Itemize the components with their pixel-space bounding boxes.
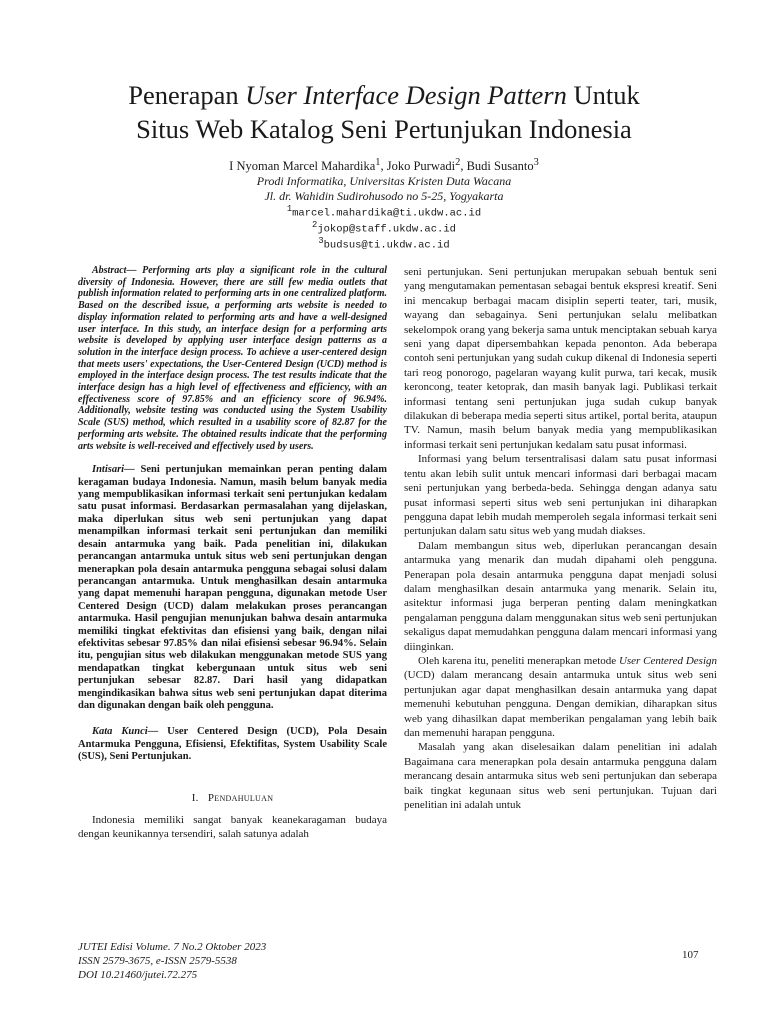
title-italic: User Interface Design Pattern (245, 79, 567, 110)
keywords-text: — User Centered Design (UCD), Pola Desain Antarmuka Pengguna, Efisiensi, Efektifitas, System Usability Scale (SUS), Seni Pertunjukan. (78, 726, 387, 763)
email-1-text[interactable]: marcel.mahardika@ti.ukdw.ac.id (292, 207, 482, 220)
footer-line-2: ISSN 2579-3675, e-ISSN 2579-5538 (78, 955, 237, 968)
affiliation-2: Jl. dr. Wahidin Sudirohusodo no 5-25, Yogyakarta (264, 189, 504, 204)
section-title: Pendahuluan (207, 791, 274, 804)
title-pre: Penerapan (128, 79, 246, 110)
p4-italic: User Centered Design (618, 654, 718, 667)
intisari-label: Intisari (92, 464, 125, 476)
author-2-sup: 2 (455, 157, 461, 168)
email-2 (0, 220, 768, 236)
author-3: , Budi Susanto (460, 159, 534, 174)
keywords (78, 726, 387, 763)
p4-pre: Oleh karena itu, peneliti menerapkan metode (418, 654, 619, 667)
abstract (78, 265, 387, 452)
footer-line-1: JUTEI Edisi Volume. 7 No.2 Oktober 2023 (78, 941, 267, 953)
author-1-sup: 1 (375, 157, 381, 168)
journal-footer (78, 940, 266, 983)
intro-paragraph-1: Indonesia memiliki sangat banyak keanekaragaman budaya dengan keunikannya tersendiri, salah satunya adalah (78, 813, 387, 840)
author-2: , Joko Purwadi (380, 159, 456, 174)
email-3-sup: 3 (318, 236, 324, 247)
right-paragraph-1: seni pertunjukan. Seni pertunjukan merupakan sebuah bentuk seni yang mengutamakan pementasan sebagai bentuk ekspresi kreatif. Seni ini mencakup berbagai macam disiplin seperti teater, tari, musik, wayang dan sebagainya. Seni pertunjukan selalu melibatkan sekelompok orang yang bekerja sama untuk menciptakan sebuah karya seni yang dapat dipersembahkan kepada penonton. Ada beberapa contoh seni pertunjukan yang sudah cukup dikenal di Indonesia seperti tari reog ponorogo, pagelaran wayang kulit purwa, tari kecak, musik keroncong, teater ketoprak, dan masih banyak lagi. Publikasi terkait informasi tentang seni pertunjukan juga sudah cukup banyak dilakukan di beberapa media seperti situs artikel, portal berita, ataupun TV. Namun, masih belum banyak media yang mempublikasikan informasi terkait seni pertunjukan kedalam satu pusat informasi. (404, 266, 717, 451)
email-2-text[interactable]: jokop@staff.ukdw.ac.id (317, 223, 456, 236)
page-number: 107 (682, 949, 699, 961)
paper-title (40, 78, 728, 146)
intisari (78, 464, 387, 712)
author-1: I Nyoman Marcel Mahardika (229, 159, 376, 174)
author-3-sup: 3 (533, 157, 539, 168)
title-post: Untuk (566, 79, 640, 110)
keywords-label: Kata Kunci (92, 726, 148, 738)
right-paragraph-5: Masalah yang akan diselesaikan dalam penelitian ini adalah Bagaimana cara menerapkan pola desain antarmuka pengguna dalam merancang desain antarmuka situs web seni pertunjukan dan seberapa baik tingkat kegunaan situs web seni pertunjukan. Tujuan dari penelitian ini adalah untuk (404, 741, 717, 812)
abstract-text: — Performing arts play a significant role in the cultural diversity of Indonesia. However, there are still few media outlets that publish information related to performing arts in one centralized platform. Based on the described issue, a performing arts website is needed to display information related to performing arts and have a well-designed user interface. In this study, an interface design for a performing arts website is developed by applying user interface design patterns as a solution in the interface design process. To achieve a user-centered design that meets users' expectations, the User-Centered Design (UCD) method is employed in the interface design process. The test results indicate that the interface design has a high level of effectiveness and efficiency, with an effectiveness score of 97.85% and an efficiency score of 96.94%. Additionally, website testing was conducted using the System Usability Scale (SUS) method, which resulted in a usability score of 82.87 for the performing arts website. The obtained results indicate that the performing arts website is well-received and effectively used by users. (78, 265, 387, 452)
email-3 (0, 236, 768, 252)
footer-line-3: DOI 10.21460/jutei.72.275 (78, 969, 198, 982)
left-column (78, 265, 387, 841)
section-heading (78, 792, 387, 806)
title-line-2: Situs Web Katalog Seni Pertunjukan Indonesia (136, 113, 632, 144)
author-block (0, 155, 768, 252)
right-paragraph-2: Informasi yang belum tersentralisasi dalam satu pusat informasi tentu akan lebih sulit untuk mencari informasi dari berbagai macam seni pertunjukan yang berbeda-beda. Sehingga dengan adanya satu pusat informasi seperti situs web seni pertunjukan ini diharapkan pengguna dapat lebih mudah memperoleh segala informasi terkait seni pertunjukan dalam satu situs web yang mudah diakses. (404, 453, 717, 538)
email-1 (0, 204, 768, 220)
intisari-text: — Seni pertunjukan memainkan peran penting dalam keragaman budaya Indonesia. Namun, masih belum banyak media yang mempublikasikan informasi terkait seni pertunjukan kedalam satu pusat informasi. Berdasarkan permasalahan yang dijelaskan, maka diperlukan situs web seni pertunjukan yang dapat menampilkan informasi terkait seni pertunjukan dan memiliki desain antarmuka yang baik. Pada penelitian ini, dilakukan perancangan antarmuka untuk situs web seni pertunjukan dengan menerapkan pola desain antarmuka pengguna sebagai solusi dalam perancangan antarmuka. Untuk menghasilkan desain antarmuka yang dapat memenuhi harapan pengguna, digunakan metode User Centered Design (UCD) dalam melakukan proses perancangan antarmuka. Hasil pengujian menunjukan bahwa desain antarmuka memiliki tingkat efektivitas dan efisiensi yang baik, dengan nilai efektivitas sebesar 97.85% dan nilai efisiensi sebesar 96.94%. Selain itu, pengujian situs web dilakukan menggunakan metode SUS yang mendapatkan tingkat kebergunaan untuk situs web seni pertunjukan sebesar 82.87. Dari hasil yang didapatkan mengindikasikan bahwa situs web seni pertunjukan dapat diterima dan digunakan dengan baik oleh pengguna. (78, 464, 387, 711)
email-2-sup: 2 (312, 220, 318, 231)
email-1-sup: 1 (286, 204, 293, 215)
section-number: I. (191, 791, 199, 804)
right-column (404, 265, 717, 812)
right-paragraph-4 (404, 654, 717, 740)
abstract-label: Abstract (92, 265, 127, 276)
author-names (0, 155, 768, 174)
right-paragraph-3: Dalam membangun situs web, diperlukan perancangan desain antarmuka yang menarik dan mudah dipahami oleh pengguna. Penerapan pola desain antarmuka pengguna dapat menjadi solusi dalam menghasilkan desain antarmuka yang menarik. Selain itu, asitektur informasi juga berperan penting dalam meningkatkan pengalaman pengguna dalam menggunakan situs web seni pertunjukan sekaligus dapat memudahkan pengguna dalam mencari informasi yang diinginkan. (404, 539, 717, 653)
affiliation-1: Prodi Informatika, Universitas Kristen Duta Wacana (256, 174, 512, 189)
email-3-text[interactable]: budsus@ti.ukdw.ac.id (323, 239, 450, 252)
p4-post: (UCD) dalam merancang desain antarmuka untuk situs web seni pertunjukan agar dapat menghasilkan desain antarmuka yang dapat memenuhi kebutuhan pengguna. Dengan demikian, diharapkan situs web yang dihasilkan dapat memberikan pengalaman yang lebih baik dan memenuhi harapan pengguna. (404, 669, 717, 739)
